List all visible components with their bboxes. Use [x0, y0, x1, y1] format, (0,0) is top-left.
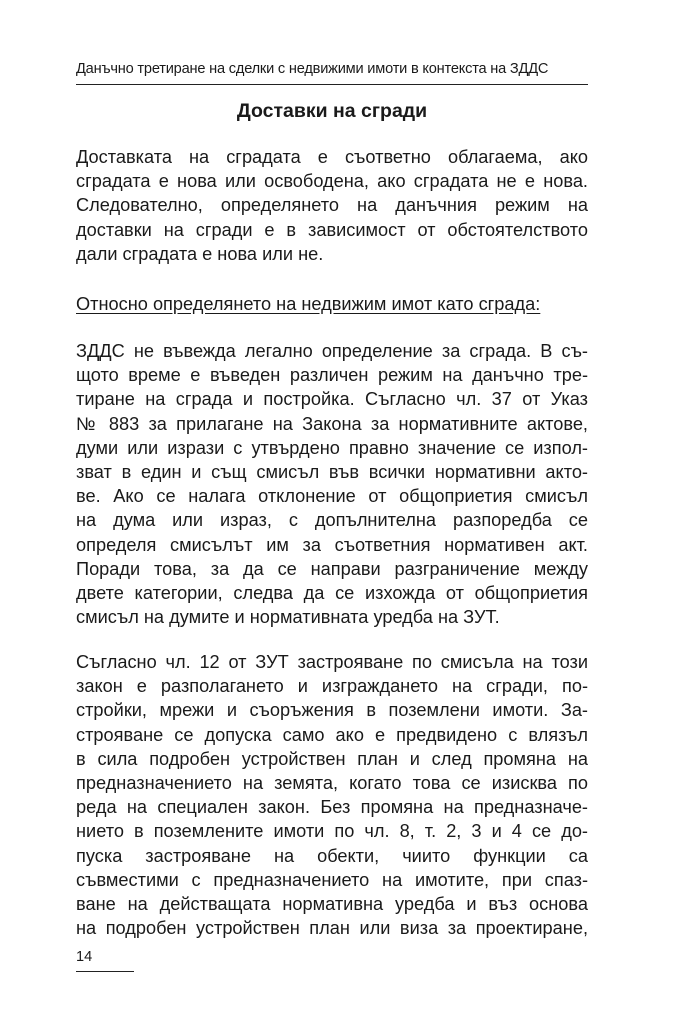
paragraph-line: смисъл на думите и нормативната уредба на ЗУТ.: [76, 607, 500, 628]
paragraph-1: [76, 145, 588, 266]
paragraph-line: думи или изрази с утвърдено правно значение се изпол-: [76, 437, 588, 458]
paragraph-line: ЗДДС не въвежда легално определение за сграда. В съ-: [76, 341, 588, 361]
paragraph-line: ве. Ако се налага отклонение от общоприетия смисъл: [76, 486, 588, 507]
paragraph-line: доставки на сгради е в зависимост от обстоятелството: [76, 219, 588, 240]
paragraph-line: закон е разполагането и изграждането на сгради, по-: [76, 676, 588, 697]
paragraph-line: на дума или израз, с допълнителна разпоредба се: [76, 510, 588, 531]
paragraph-line: зват в един и същ смисъл във всички нормативни акто-: [76, 462, 588, 483]
footer-rule: [76, 971, 134, 972]
paragraph-3: [76, 650, 588, 940]
paragraph-line: нието в поземлените имоти по чл. 8, т. 2, 3 и 4 се до-: [76, 821, 588, 842]
paragraph-line: предназначението на земята, когато това се изисква по: [76, 773, 588, 794]
paragraph-line: Доставката на сградата е съответно облагаема, ако: [76, 147, 588, 167]
paragraph-line: щото време е въведен различен режим на данъчно тре-: [76, 365, 588, 386]
paragraph-line: стройки, мрежи и съоръжения в поземлени имоти. За-: [76, 700, 588, 721]
paragraph-line: реда на специален закон. Без промяна на предназначе-: [76, 797, 588, 818]
page-number: 14: [76, 949, 93, 965]
running-header: Данъчно третиране на сделки с недвижими имоти в контекста на ЗДДС: [76, 61, 549, 77]
paragraph-line: определя смисълът им за съответния нормативен акт.: [76, 534, 588, 555]
paragraph-line: тиране на сграда и постройка. Съгласно чл. 37 от Указ: [76, 389, 588, 410]
paragraph-line: Следователно, определянето на данъчния режим на: [76, 195, 588, 216]
section-title: Доставки на сгради: [236, 100, 428, 122]
paragraph-line: № 883 за прилагане на Закона за нормативните актове,: [76, 413, 588, 434]
paragraph-line: в сила подробен устройствен план и след промяна на: [76, 748, 588, 769]
paragraph-line: Поради това, за да се направи разграничение между: [76, 558, 588, 579]
paragraph-line: строяване се допуска само ако е предвидено с влязъл: [76, 724, 588, 745]
paragraph-line: двете категории, следва да се изхожда от общоприетия: [76, 583, 588, 604]
paragraph-line: съвместими с предназначението на имотите, при спаз-: [76, 869, 588, 890]
header-rule: [76, 84, 588, 85]
subheading: Относно определянето на недвижим имот като сграда:: [76, 294, 541, 314]
paragraph-line: дали сградата е нова или не.: [76, 243, 324, 264]
paragraph-line: ване на действащата нормативна уредба и въз основа: [76, 894, 588, 915]
paragraph-line: пуска застрояване на обекти, чиито функции са: [76, 845, 588, 866]
paragraph-2: [76, 339, 588, 629]
paragraph-line: на подробен устройствен план или виза за проектиране,: [76, 918, 588, 939]
paragraph-line: Съгласно чл. 12 от ЗУТ застрояване по смисъла на този: [76, 652, 588, 672]
paragraph-line: сградата е нова или освободена, ако сградата не е нова.: [76, 171, 588, 192]
